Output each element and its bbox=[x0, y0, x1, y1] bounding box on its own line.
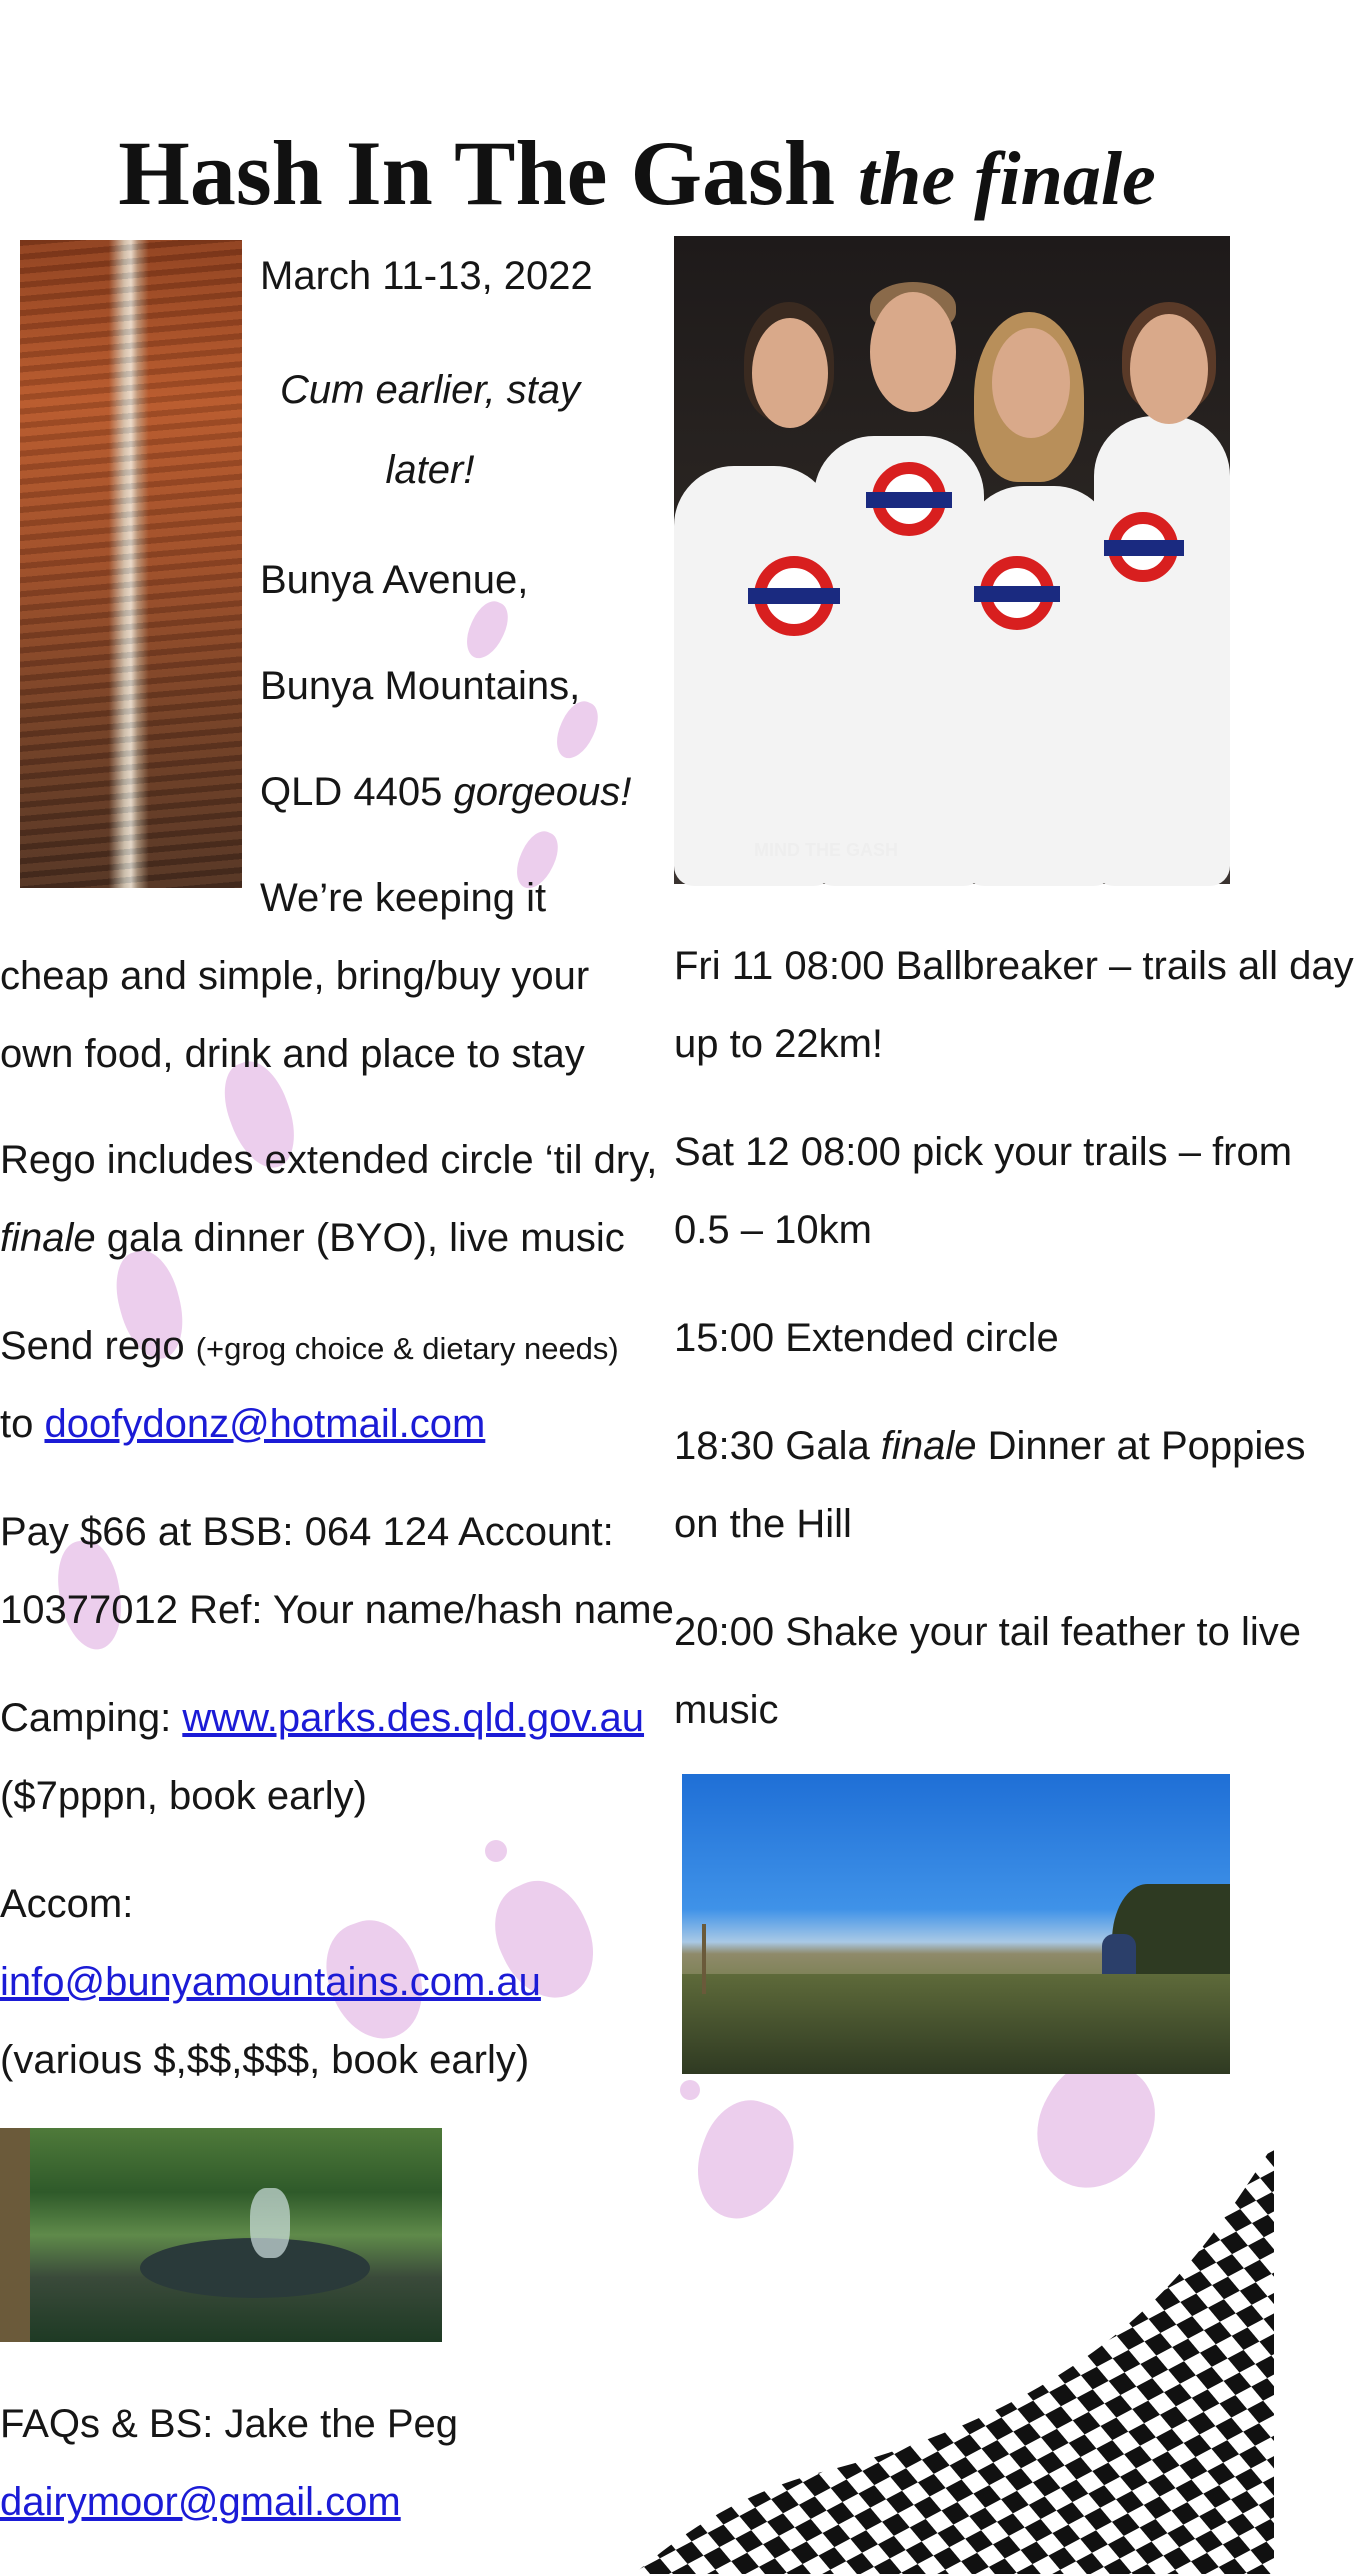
shirt-text: MIND THE GASH bbox=[754, 840, 898, 860]
accom-label: Accom: bbox=[0, 1882, 134, 1926]
title-sub: the finale bbox=[858, 137, 1156, 221]
scenic-lookout-photo bbox=[682, 1774, 1230, 2074]
dinner-pre: 18:30 Gala bbox=[674, 1424, 881, 1468]
camping-label: Camping: bbox=[0, 1696, 183, 1740]
accom-line-3: (various $,$$,$$$, book early) bbox=[0, 2038, 530, 2082]
schedule-sat-line-2: 0.5 – 10km bbox=[674, 1208, 872, 1252]
faq-email-line bbox=[0, 2462, 401, 2542]
address-gorgeous: gorgeous! bbox=[453, 770, 632, 814]
camping-line-2: ($7pppn, book early) bbox=[0, 1774, 367, 1818]
camping-line-1 bbox=[0, 1678, 644, 1758]
rego-line-2 bbox=[0, 1198, 625, 1278]
tagline-line-1: Cum earlier, stay bbox=[279, 368, 581, 412]
schedule-dinner-line-2: on the Hill bbox=[674, 1502, 852, 1546]
faq-line: FAQs & BS: Jake the Peg bbox=[0, 2402, 459, 2446]
schedule-music-line-1: 20:00 Shake your tail feather to live bbox=[674, 1610, 1302, 1654]
checkered-flag-graphic bbox=[634, 2144, 1274, 2574]
schedule-circle: 15:00 Extended circle bbox=[674, 1316, 1059, 1360]
postcode: QLD 4405 bbox=[260, 770, 443, 814]
dinner-finale: finale bbox=[880, 1424, 977, 1468]
pay-line-1: Pay $66 at BSB: 064 124 Account: bbox=[0, 1510, 614, 1554]
canyon-photo bbox=[20, 240, 242, 888]
faq-email-link[interactable]: dairymoor@gmail.com bbox=[0, 2480, 401, 2524]
send-to-text: to bbox=[0, 1402, 45, 1446]
schedule-music-line-2: music bbox=[674, 1688, 779, 1732]
event-date: March 11-13, 2022 bbox=[260, 254, 593, 298]
rego-rest: gala dinner (BYO), live music bbox=[95, 1216, 625, 1260]
address-line-1: Bunya Avenue, bbox=[260, 558, 529, 602]
keeping-line-3: own food, drink and place to stay bbox=[0, 1032, 585, 1076]
creek-photo bbox=[0, 2128, 442, 2342]
title-main: Hash In The Gash bbox=[118, 122, 836, 224]
send-rego-line-2 bbox=[0, 1384, 485, 1464]
schedule-fri-line-1: Fri 11 08:00 Ballbreaker – trails all day bbox=[674, 944, 1354, 988]
pay-line-2: 10377012 Ref: Your name/hash name bbox=[0, 1588, 674, 1632]
schedule-dinner-line-1 bbox=[674, 1406, 1306, 1486]
accom-email-link[interactable]: info@bunyamountains.com.au bbox=[0, 1960, 541, 2004]
rego-line-1: Rego includes extended circle ‘til dry, bbox=[0, 1138, 658, 1182]
camping-url-link[interactable]: www.parks.des.qld.gov.au bbox=[182, 1696, 645, 1740]
keeping-line-1: We’re keeping it bbox=[260, 876, 547, 920]
send-rego-text: Send rego bbox=[0, 1324, 196, 1368]
dinner-post: Dinner at Poppies bbox=[976, 1424, 1306, 1468]
schedule-fri-line-2: up to 22km! bbox=[674, 1022, 884, 1066]
rego-finale: finale bbox=[0, 1216, 96, 1260]
poster-title bbox=[0, 118, 1274, 234]
address-line-3 bbox=[260, 752, 631, 832]
rego-email-link[interactable]: doofydonz@hotmail.com bbox=[44, 1402, 486, 1446]
keeping-line-2: cheap and simple, bring/buy your bbox=[0, 954, 590, 998]
send-rego-line-1 bbox=[0, 1306, 619, 1389]
tagline-line-2: later! bbox=[385, 448, 475, 492]
schedule-sat-line-1: Sat 12 08:00 pick your trails – from bbox=[674, 1130, 1293, 1174]
group-photo bbox=[674, 236, 1230, 884]
accom-email-line bbox=[0, 1942, 541, 2022]
address-line-2: Bunya Mountains, bbox=[260, 664, 581, 708]
send-rego-note: (+grog choice & dietary needs) bbox=[195, 1331, 619, 1366]
